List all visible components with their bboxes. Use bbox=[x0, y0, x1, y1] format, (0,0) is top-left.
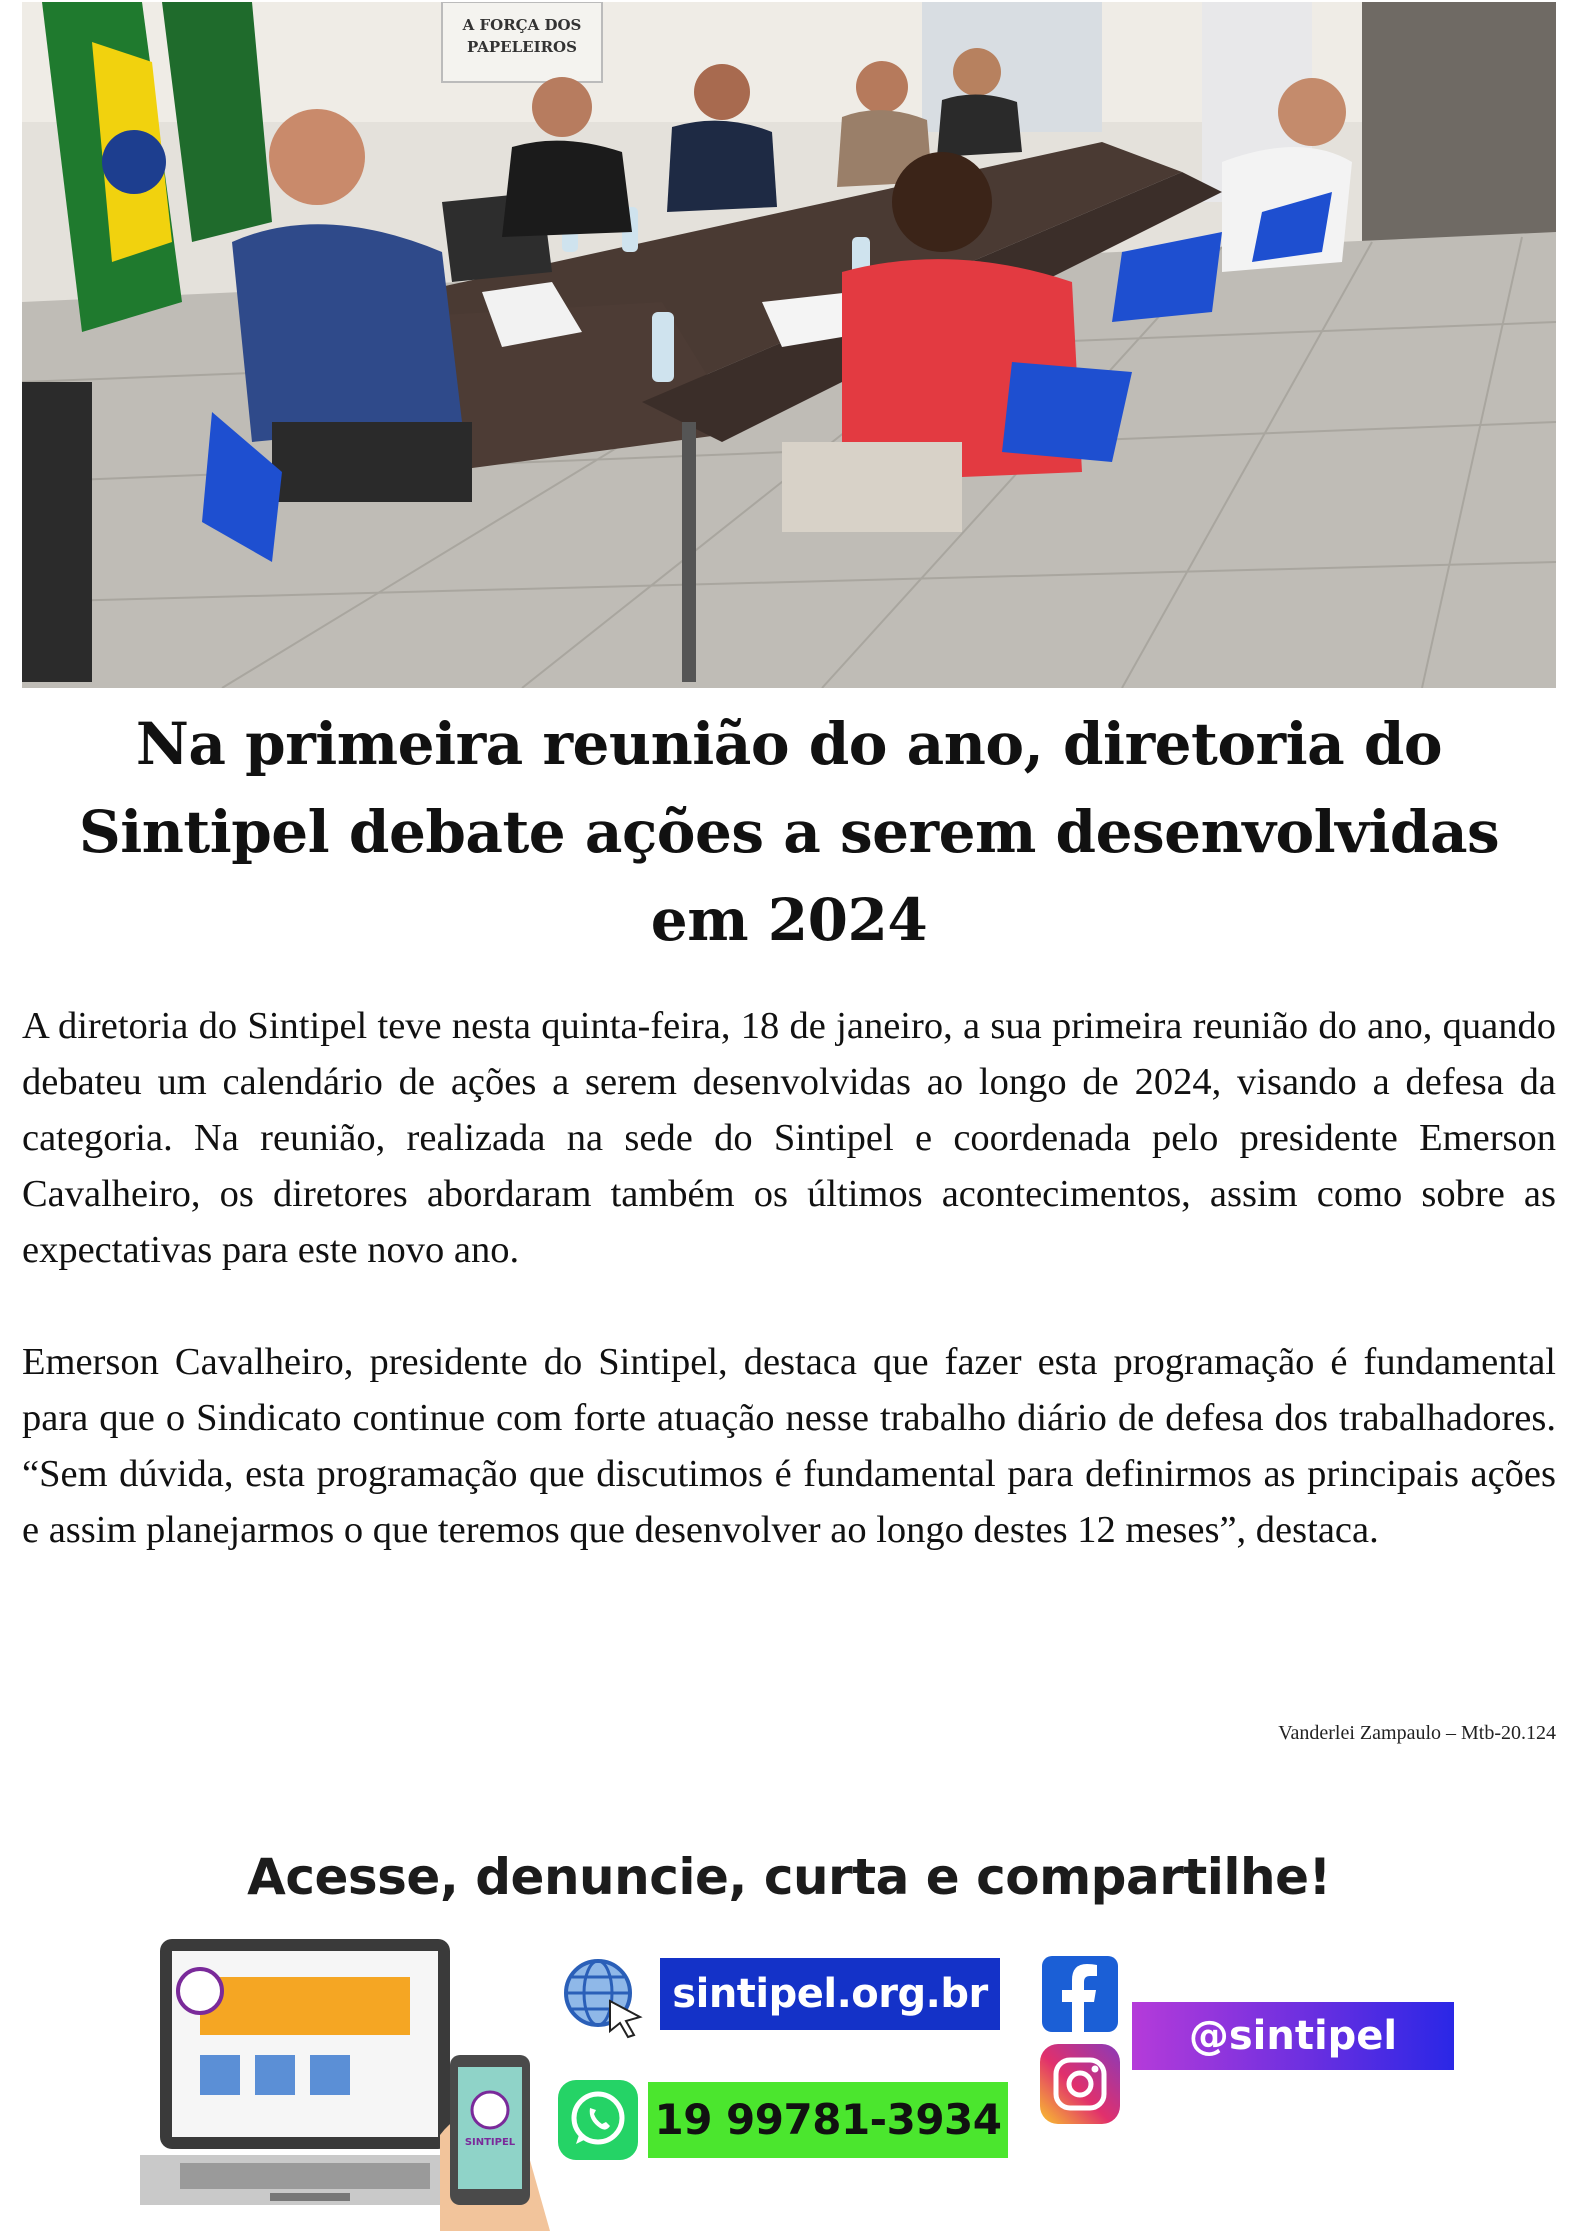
promo-title: Acesse, denuncie, curta e compartilhe! bbox=[247, 1848, 1331, 1906]
laptop-phone-illustration bbox=[140, 1935, 580, 2231]
social-handle[interactable]: @sintipel bbox=[1132, 2002, 1454, 2070]
phone-logo-icon bbox=[472, 2092, 508, 2128]
article-paragraph: Emerson Cavalheiro, presidente do Sintipel, destaca que fazer esta programação é fundamental para que o Sindicato continue com forte atuação nesse trabalho diário de defesa dos trabalhadores. “Sem dúvida, esta programação que discutimos é fundamental para definirmos as principais ações e assim planejarmos o que teremos que desenvolver ao longo destes 12 meses”, destaca. bbox=[22, 1341, 1556, 1551]
instagram-icon[interactable] bbox=[1040, 2044, 1120, 2124]
whatsapp-icon[interactable] bbox=[556, 2078, 640, 2162]
meeting-photo-illustration bbox=[22, 2, 1556, 688]
headline bbox=[22, 700, 1556, 964]
phone-number[interactable]: 19 99781-3934 bbox=[648, 2082, 1008, 2158]
headline-line1: Na primeira reunião do ano, diretoria do bbox=[135, 710, 1443, 778]
meeting-photo bbox=[22, 2, 1556, 688]
laptop-logo-icon bbox=[178, 1969, 222, 2013]
photo-banner-line1: A FORÇA DOS bbox=[462, 16, 582, 34]
author-credit: Vanderlei Zampaulo – Mtb-20.124 bbox=[1278, 1722, 1556, 1744]
photo-banner-line2: PAPELEIROS bbox=[467, 38, 577, 56]
website-link[interactable]: sintipel.org.br bbox=[660, 1958, 1000, 2030]
article-body bbox=[22, 998, 1556, 1614]
headline-line3: em 2024 bbox=[650, 886, 928, 954]
facebook-icon[interactable] bbox=[1042, 1956, 1118, 2032]
headline-line2: Sintipel debate ações a serem desenvolvidas bbox=[78, 798, 1500, 866]
phone-logo-text: SINTIPEL bbox=[464, 2137, 516, 2148]
article-paragraph: A diretoria do Sintipel teve nesta quinta-feira, 18 de janeiro, a sua primeira reunião do ano, quando debateu um calendário de ações a serem desenvolvidas ao longo de 2024, visando a defesa da categoria. Na reunião, realizada na sede do Sintipel e coordenada pelo presidente Emerson Cavalheiro, os diretores abordaram também os últimos acontecimentos, assim como sobre as expectativas para este novo ano. bbox=[22, 1005, 1556, 1271]
globe-icon bbox=[560, 1955, 644, 2039]
